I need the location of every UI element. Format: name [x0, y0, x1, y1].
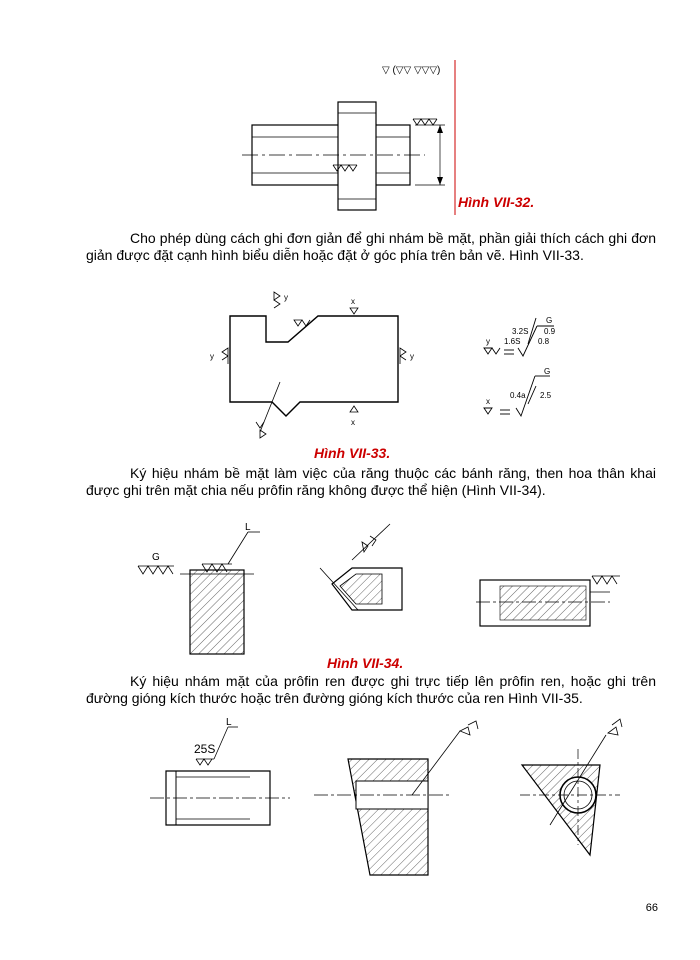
legend-val-08: 0.8	[538, 337, 550, 346]
fig34-label-g: G	[152, 552, 160, 563]
paragraph-thread-profile: Ký hiệu nhám mặt của prôfin ren được ghi trực tiếp lên prôfin ren, hoặc ghi trên đường gióng kích thước hoặc trên đường gióng kích thước của ren Hình VII-35.	[86, 673, 656, 706]
page-number: 66	[645, 902, 658, 914]
figure-vii-34-drawing	[120, 520, 640, 660]
legend-y-label: y	[486, 337, 490, 346]
paragraph-gear-teeth: Ký hiệu nhám bề mặt làm việc của răng thuộc các bánh răng, then hoa thân khai được ghi trên mặt chia nếu prôfin răng không được thể hiện (Hình VII-34).	[86, 465, 656, 498]
fig35-label-25s: 25S	[194, 742, 216, 756]
legend-val-32s: 3.2S	[512, 327, 529, 336]
label-x-bottom: x	[351, 418, 355, 427]
label-y-left: y	[210, 352, 214, 361]
legend-g-label-1: G	[546, 316, 553, 325]
figure-vii-33-drawing	[200, 282, 620, 447]
legend-x-label: x	[486, 397, 490, 406]
label-y-right: y	[410, 352, 414, 361]
fig34-label-l: L	[245, 522, 251, 533]
legend-val-16s: 1.6S	[504, 337, 521, 346]
roughness-note: ▽ (▽▽ ▽▽▽)	[382, 65, 441, 76]
label-y-top: y	[284, 293, 288, 302]
legend-val-25: 2.5	[540, 391, 552, 400]
paragraph-simplified-notation: Cho phép dùng cách ghi đơn giản để ghi nhám bề mặt, phần giải thích cách ghi đơn giản được đặt cạnh hình biểu diễn hoặc đặt ở góc phía trên bản vẽ. Hình VII-33.	[86, 230, 656, 263]
figure-vii-32-caption: Hình VII-32.	[458, 194, 535, 210]
legend-val-09: 0.9	[544, 327, 556, 336]
label-x-top: x	[351, 297, 355, 306]
legend-val-04a: 0.4a	[510, 391, 526, 400]
figure-vii-32-drawing	[220, 55, 480, 215]
figure-vii-33-caption: Hình VII-33.	[314, 445, 391, 461]
figure-vii-34-caption: Hình VII-34.	[327, 655, 404, 671]
fig35-label-l: L	[226, 717, 232, 728]
figure-vii-35-drawing	[150, 715, 630, 880]
legend-g-label-2: G	[544, 367, 551, 376]
